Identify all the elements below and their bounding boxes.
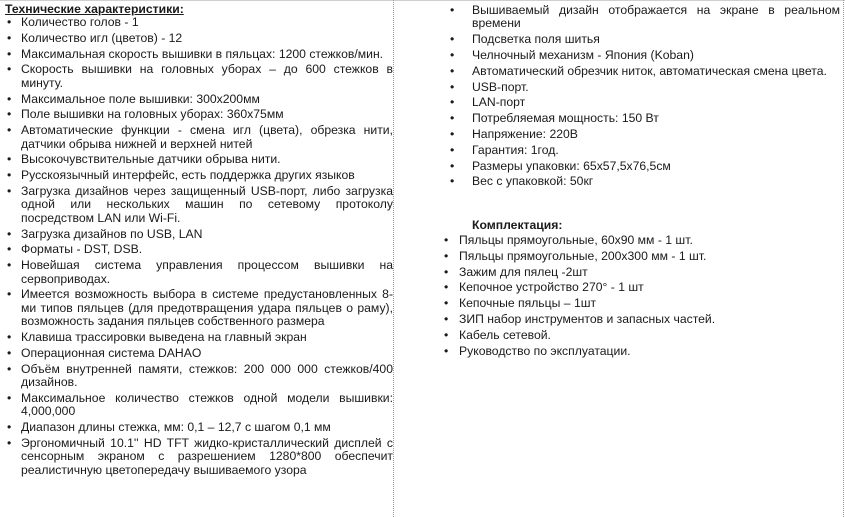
list-item: • Скорость вышивки на головных уборах – до 600 стежков в минуту.	[0, 63, 393, 90]
list-item: • Напряжение: 220В	[448, 128, 840, 141]
list-item: • Размеры упаковки: 65x57,5x76,5см	[448, 160, 840, 173]
list-item: • Операционная система DAHAO	[0, 347, 393, 360]
list-item: • Загрузка дизайнов через защищенный USB-порт, либо загрузка одной или нескольких машин по сетевому протоколу посредством LAN или Wi-Fi.	[0, 185, 393, 225]
kit-list	[442, 234, 842, 360]
list-item: • Русскоязычный интерфейс, есть поддержка других языков	[0, 169, 393, 182]
specs-heading: Технические характеристики:	[5, 2, 184, 16]
list-item: • Форматы - DST, DSB.	[0, 243, 393, 256]
list-item: • Кепочное устройство 270° - 1 шт	[442, 281, 842, 294]
list-item: • Автоматические функции - смена игл (цвета), обрезка нити, датчики обрыва нижней и верхней нитей	[0, 124, 393, 151]
list-item: • Количество голов - 1	[0, 16, 393, 29]
list-item: • Высокочувствительные датчики обрыва нити.	[0, 153, 393, 166]
list-item: • Клавиша трассировки выведена на главный экран	[0, 331, 393, 344]
list-item: • Пяльцы прямоугольные, 200x300 мм - 1 шт.	[442, 250, 842, 263]
list-item: • Кабель сетевой.	[442, 329, 842, 342]
list-item: • USB-порт.	[448, 81, 840, 94]
list-item: • Руководство по эксплуатации.	[442, 345, 842, 358]
list-item: • Гарантия: 1год.	[448, 144, 840, 157]
list-item: • Вес с упаковкой: 50кг	[448, 175, 840, 188]
list-item: • Количество игл (цветов) - 12	[0, 32, 393, 45]
list-item: • Вышиваемый дизайн отображается на экране в реальном времени	[448, 4, 840, 31]
list-item: • Диапазон длины стежка, мм: 0,1 – 12,7 с шагом 0,1 мм	[0, 421, 393, 434]
list-item: • Потребляемая мощность: 150 Вт	[448, 112, 840, 125]
list-item: • Новейшая система управления процессом вышивки на сервоприводах.	[0, 259, 393, 286]
list-item: • Автоматический обрезчик ниток, автоматическая смена цвета.	[448, 65, 840, 78]
list-item: • Зажим для пялец -2шт	[442, 266, 842, 279]
list-item: • Максимальная скорость вышивки в пяльцах: 1200 стежков/мин.	[0, 48, 393, 61]
list-item: • Кепочные пяльцы – 1шт	[442, 297, 842, 310]
list-item: • Подсветка поля шитья	[448, 33, 840, 46]
list-item: • Челночный механизм - Япония (Koban)	[448, 49, 840, 62]
list-item: • Максимальное количество стежков одной модели вышивки: 4,000,000	[0, 392, 393, 419]
specs-list	[0, 16, 393, 479]
features-column	[396, 0, 845, 517]
list-item: • Объём внутренней памяти, стежков: 200 000 000 стежков/400 дизайнов.	[0, 363, 393, 390]
list-item: • Пяльцы прямоугольные, 60x90 мм - 1 шт.	[442, 234, 842, 247]
list-item: • LAN-порт	[448, 96, 840, 109]
specs-column	[0, 0, 393, 517]
list-item: • ЗИП набор инструментов и запасных частей.	[442, 313, 842, 326]
list-item: • Загрузка дизайнов по USB, LAN	[0, 228, 393, 241]
kit-heading: Комплектация:	[472, 218, 563, 232]
list-item: • Эргономичный 10.1'' HD TFT жидко-кристаллический дисплей с сенсорным экраном с разрешением 1280*800 обеспечит реалистичную цветопередачу вышиваемого узора	[0, 437, 393, 477]
list-item: • Имеется возможность выбора в системе предустановленных 8-ми типов пяльцев (для предотвращения удара пяльцев о раму), возможность задания пяльцев собственного размера	[0, 288, 393, 328]
column-divider	[393, 0, 394, 517]
list-item: • Максимальное поле вышивки: 300x200мм	[0, 93, 393, 106]
list-item: • Поле вышивки на головных уборах: 360x75мм	[0, 108, 393, 121]
features-list	[448, 4, 840, 191]
